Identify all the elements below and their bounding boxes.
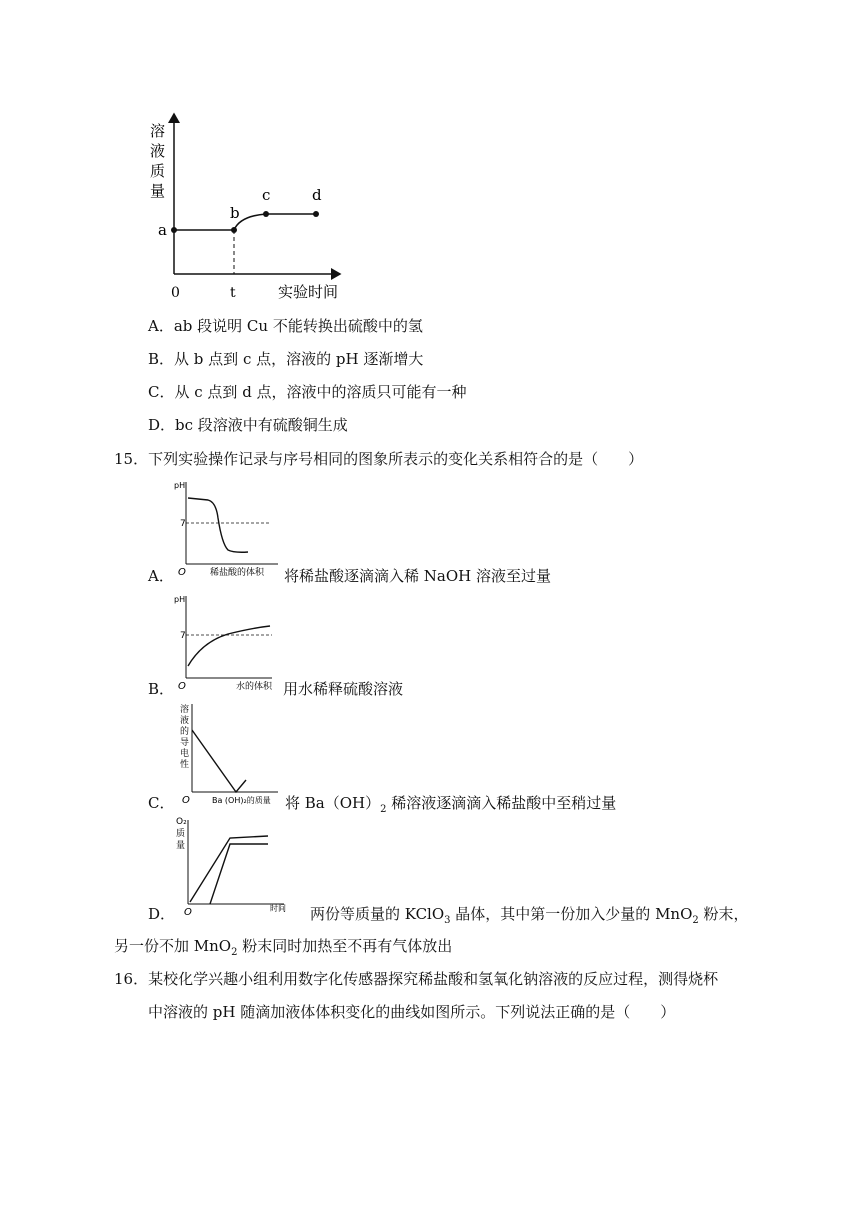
y-label-5: 电: [180, 749, 190, 759]
y7-label: 7: [180, 519, 186, 529]
graph-a: [172, 478, 282, 582]
option-text: 用水稀释硫酸溶液: [283, 680, 404, 698]
text-part: 另一份不加 MnO: [114, 937, 232, 955]
mass-curve-rise: [234, 214, 316, 230]
subscript: 2: [380, 804, 387, 815]
graph-d: [172, 812, 298, 920]
question-stem-cont: 中溶液的 pH 随滴加液体体积变化的曲线如图所示。下列说法正确的是（ ）: [148, 1003, 676, 1021]
option-letter: A．: [148, 567, 174, 585]
question-number: 15．: [114, 450, 149, 468]
y-label-6: 性: [180, 760, 190, 770]
origin-label: O: [182, 795, 190, 806]
ph-curve: [188, 626, 270, 666]
text-part: 晶体，其中第一份加入少量的 MnO: [450, 905, 693, 923]
origin-label: O: [184, 907, 192, 918]
y-label-2: 液: [180, 716, 190, 726]
y-label-3: 量: [176, 841, 186, 851]
y-label-1: 溶: [150, 122, 166, 140]
point-b: [231, 227, 237, 233]
point-a: [171, 227, 177, 233]
option-letter: A．: [148, 317, 174, 335]
question-stem: 下列实验操作记录与序号相同的图象所表示的变化关系相符合的是（ ）: [148, 450, 644, 468]
label-a: a: [158, 221, 167, 239]
q16-stem-line2: [148, 1002, 675, 1022]
q14-option-a: [148, 316, 423, 336]
y-label: pH: [174, 481, 186, 490]
y-label: pH: [174, 595, 186, 604]
subscript: 2: [231, 947, 238, 958]
curve-without-mno2: [210, 844, 268, 904]
y-label-1: 溶: [180, 705, 190, 715]
y7-label: 7: [180, 631, 186, 641]
x-label: 稀盐酸的体积: [210, 568, 265, 578]
x-label: Ba (OH)₂的质量: [212, 796, 271, 805]
text-part: 粉末同时加热至不再有气体放出: [237, 937, 453, 955]
option-letter: B．: [148, 350, 175, 368]
q15-option-c: [148, 793, 174, 813]
y-label-3: 的: [180, 727, 190, 737]
option-text: 从 b 点到 c 点，溶液的 pH 逐渐增大: [174, 350, 424, 368]
graph-c: [172, 700, 284, 808]
y-label-4: 量: [150, 182, 166, 200]
q15-option-c-text: [285, 793, 616, 813]
ph-curve: [188, 498, 248, 552]
y-label-1: O₂: [176, 817, 187, 827]
q16-stem-line1: [114, 969, 718, 989]
q15-stem: [114, 449, 643, 469]
q15-option-d: [148, 904, 175, 924]
q15-option-a-text: [284, 566, 551, 586]
option-letter: D．: [148, 416, 176, 434]
x-label: 时间: [270, 904, 286, 913]
text-part: 粉末，: [698, 905, 749, 923]
question-stem: 某校化学兴趣小组利用数字化传感器探究稀盐酸和氢氧化钠溶液的反应过程，测得烧杯: [148, 970, 719, 988]
option-letter: C．: [148, 383, 175, 401]
option-text: 从 c 点到 d 点，溶液中的溶质只可能有一种: [174, 383, 467, 401]
label-d: d: [312, 186, 322, 204]
q14-option-d: [148, 415, 348, 435]
y-label-2: 质: [176, 829, 186, 839]
option-text: 将稀盐酸逐滴滴入稀 NaOH 溶液至过量: [284, 567, 551, 585]
point-c: [263, 211, 269, 217]
q14-option-b: [148, 349, 423, 369]
conductivity-line: [192, 730, 246, 792]
question-number: 16．: [114, 970, 149, 988]
y-label-2: 液: [150, 142, 166, 160]
option-text: ab 段说明 Cu 不能转换出硫酸中的氢: [173, 317, 423, 335]
q15-option-a: [148, 566, 174, 586]
option-text: bc 段溶液中有硫酸铜生成: [175, 416, 348, 434]
x-label: 水的体积: [236, 682, 273, 692]
q15-option-b-text: [283, 679, 403, 699]
q14-option-c: [148, 382, 467, 402]
subscript: 2: [692, 915, 699, 926]
option-letter: D．: [148, 905, 176, 923]
x-label: 实验时间: [278, 283, 339, 301]
subscript: 3: [444, 915, 451, 926]
y-label-4: 导: [180, 738, 190, 748]
origin-label: O: [178, 567, 186, 578]
option-letter: C．: [148, 794, 175, 812]
figure-solution-mass: [140, 108, 360, 308]
option-letter: B．: [148, 680, 175, 698]
origin-label: 0: [171, 285, 180, 301]
y-label-3: 质: [150, 162, 166, 180]
origin-label: O: [178, 681, 186, 692]
text-part: 两份等质量的 KClO: [310, 905, 445, 923]
q15-option-b: [148, 679, 174, 699]
graph-b: [172, 590, 282, 694]
option-text-pre: 将 Ba（OH）: [285, 794, 381, 812]
t-label: t: [230, 285, 236, 301]
option-text-post: 稀溶液逐滴滴入稀盐酸中至稍过量: [386, 794, 617, 812]
q15-option-d-text: [310, 904, 749, 924]
label-c: c: [262, 186, 271, 204]
q15-option-d-text-line2: [114, 936, 452, 956]
point-d: [313, 211, 319, 217]
label-b: b: [230, 204, 240, 222]
